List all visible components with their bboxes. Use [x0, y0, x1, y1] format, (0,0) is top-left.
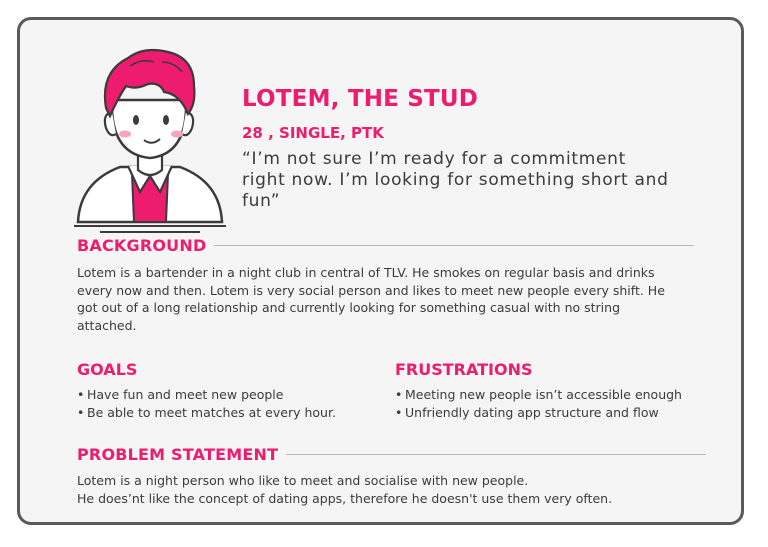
problem-line: He does’nt like the concept of dating apps, therefore he doesn't use them very often. — [77, 490, 613, 506]
goals-list — [77, 386, 336, 422]
list-item: • Unfriendly dating app structure and flow — [395, 405, 659, 420]
list-item: • Meeting new people isn’t accessible enough — [395, 387, 682, 402]
persona-avatar-illustration — [70, 42, 230, 237]
background-header — [77, 236, 694, 255]
background-title: BACKGROUND — [77, 236, 207, 255]
bullet-dot-icon: • — [395, 387, 403, 402]
bullet-dot-icon: • — [77, 387, 85, 402]
problem-text — [77, 472, 612, 507]
problem-header — [77, 445, 706, 464]
persona-quote: “I’m not sure I’m ready for a commitment right now. I’m looking for something short and fun” — [242, 149, 669, 211]
frustrations-list — [395, 386, 682, 422]
goals-title: GOALS — [77, 360, 138, 379]
bullet-dot-icon: • — [77, 405, 85, 420]
list-item: • Be able to meet matches at every hour. — [77, 405, 336, 420]
frustrations-title: FRUSTRATIONS — [395, 360, 533, 379]
list-item: • Have fun and meet new people — [77, 387, 284, 402]
persona-demographics: 28 , SINGLE, PTK — [242, 124, 384, 142]
background-text: Lotem is a bartender in a night club in central of TLV. He smokes on regular basis and drinks every now and then. Lotem is very social person and likes to meet new people every shift. He got out of a long relationship and currently looking for something casual with no string attached. — [77, 265, 665, 333]
problem-title: PROBLEM STATEMENT — [77, 445, 279, 464]
problem-line: Lotem is a night person who like to meet and socialise with new people. — [77, 473, 529, 488]
bullet-dot-icon: • — [395, 405, 403, 420]
background-divider — [214, 245, 694, 246]
persona-name: LOTEM, THE STUD — [242, 86, 479, 112]
problem-divider — [286, 454, 706, 455]
persona-card — [17, 17, 744, 525]
